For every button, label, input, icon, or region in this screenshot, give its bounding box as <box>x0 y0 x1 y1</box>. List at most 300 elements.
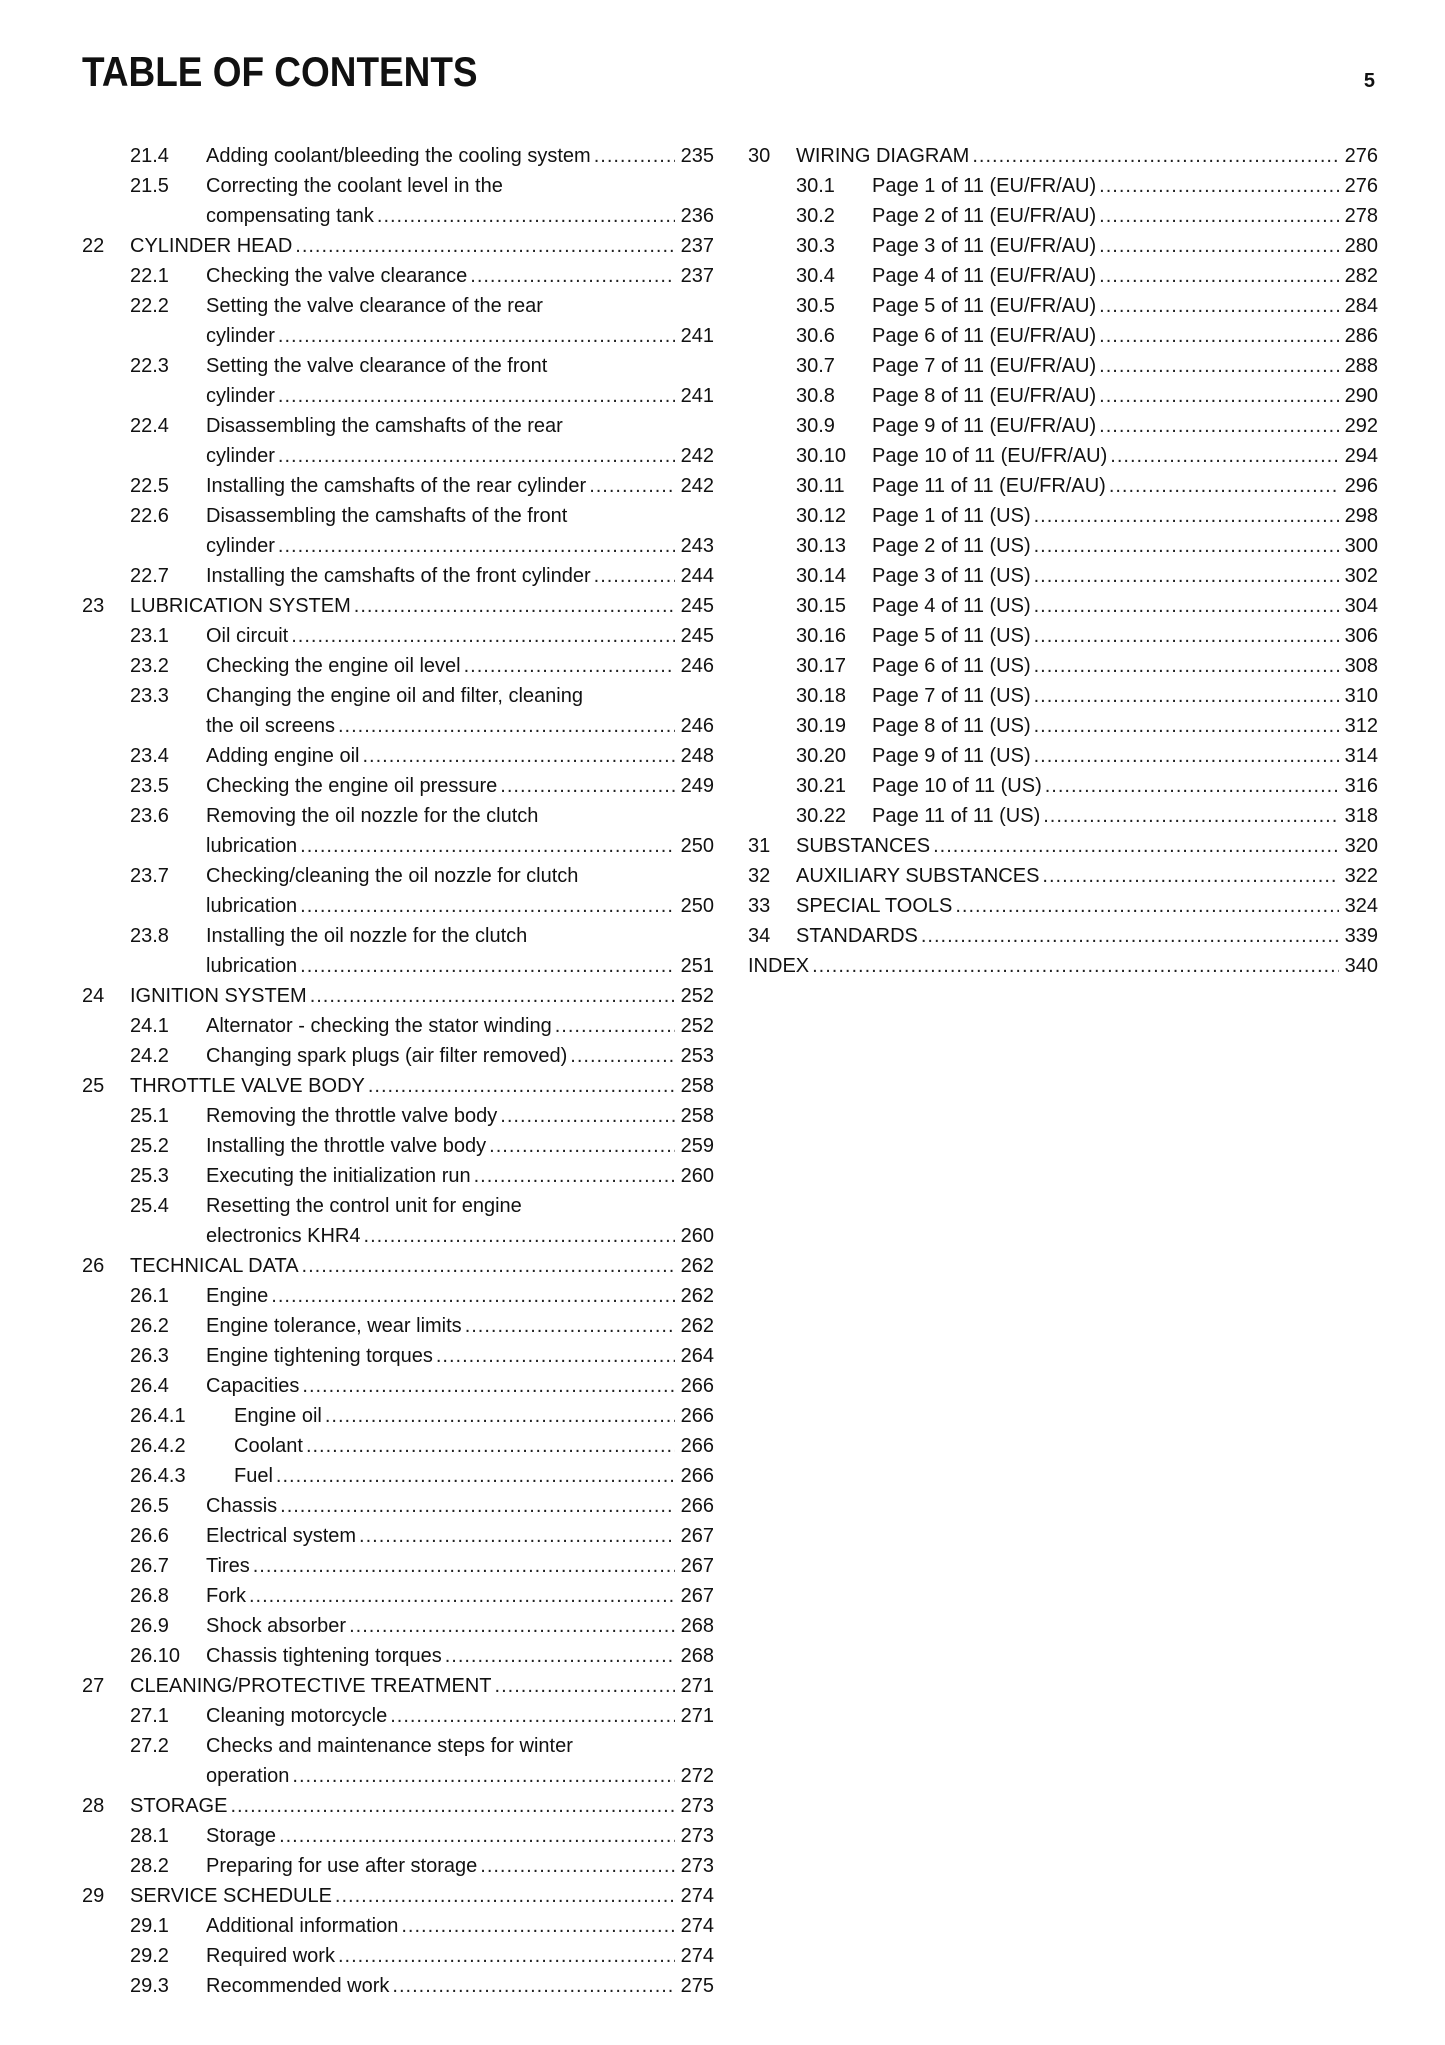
toc-entry-line <box>872 351 1378 381</box>
toc-page-number: 318 <box>1344 805 1378 827</box>
toc-section[interactable] <box>82 351 714 411</box>
toc-entry-title: Page 7 of 11 (EU/FR/AU) <box>872 355 1097 377</box>
dot-leader <box>349 1611 675 1641</box>
toc-entry-body <box>872 711 1378 741</box>
toc-entry-title: Page 10 of 11 (EU/FR/AU) <box>872 445 1108 467</box>
toc-chapter[interactable] <box>82 1071 714 1101</box>
toc-entry-line <box>872 201 1378 231</box>
toc-entry-number: 29 <box>82 1885 105 1907</box>
toc-page-number: 245 <box>680 595 714 617</box>
toc-section[interactable] <box>748 441 1378 471</box>
toc-entry-line <box>206 1641 714 1671</box>
toc-section[interactable] <box>82 1851 714 1881</box>
toc-entry-body <box>206 1941 714 1971</box>
toc-page-number: 267 <box>680 1585 714 1607</box>
toc-section[interactable] <box>82 801 714 861</box>
dot-leader <box>1099 321 1338 351</box>
dot-leader <box>436 1341 675 1371</box>
toc-entry-number: 21.4 <box>130 145 169 167</box>
toc-entry-line <box>206 1281 714 1311</box>
toc-section[interactable] <box>748 231 1378 261</box>
toc-page-number: 274 <box>680 1945 714 1967</box>
toc-entry-line <box>206 381 714 411</box>
toc-entry-line <box>130 1671 714 1701</box>
dot-leader <box>500 1101 674 1131</box>
toc-page-number: 273 <box>680 1855 714 1877</box>
toc-section[interactable] <box>82 1371 714 1401</box>
toc-entry-body <box>748 951 1378 981</box>
toc-entry-body <box>130 1881 714 1911</box>
toc-entry-line <box>872 501 1378 531</box>
toc-chapter[interactable] <box>748 861 1378 891</box>
toc-entry-number: 25.2 <box>130 1135 169 1157</box>
toc-page-number: 264 <box>680 1345 714 1367</box>
dot-leader <box>1109 471 1339 501</box>
dot-leader <box>474 1161 675 1191</box>
toc-entry-number: 34 <box>748 925 771 947</box>
toc-entry-number: 32 <box>748 865 771 887</box>
dot-leader <box>354 591 675 621</box>
toc-page-number: 250 <box>680 895 714 917</box>
toc-entry-number: 30.13 <box>796 535 847 557</box>
toc-entry-title: Page 5 of 11 (US) <box>872 625 1031 647</box>
toc-entry-body <box>206 1731 714 1791</box>
toc-entry-title: Page 4 of 11 (EU/FR/AU) <box>872 265 1097 287</box>
dot-leader <box>338 1941 675 1971</box>
toc-entry-title: Capacities <box>206 1375 300 1397</box>
toc-entry-line <box>206 651 714 681</box>
dot-leader <box>364 1221 675 1251</box>
toc-entry-body <box>206 1521 714 1551</box>
toc-entry-body <box>206 1851 714 1881</box>
toc-entry-line <box>130 1881 714 1911</box>
toc-page-number: 260 <box>680 1165 714 1187</box>
toc-entry-body <box>206 171 714 231</box>
dot-leader <box>594 141 675 171</box>
toc-entry-number: 30 <box>748 145 771 167</box>
toc-page-number: 294 <box>1344 445 1378 467</box>
toc-entry-title: IGNITION SYSTEM <box>130 985 307 1007</box>
toc-page-number: 250 <box>680 835 714 857</box>
toc-page-number: 252 <box>680 1015 714 1037</box>
toc-section[interactable] <box>82 1431 714 1461</box>
toc-entry-number: 29.3 <box>130 1975 169 1997</box>
toc-entry-title: lubrication <box>206 835 298 857</box>
dot-leader <box>955 891 1338 921</box>
toc-entry-line <box>206 201 714 231</box>
toc-entry-line <box>872 411 1378 441</box>
toc-entry-title: CYLINDER HEAD <box>130 235 293 257</box>
toc-entry-title: Checks and maintenance steps for winter <box>206 1735 573 1757</box>
toc-section[interactable] <box>748 591 1378 621</box>
toc-section[interactable] <box>82 1281 714 1311</box>
toc-entry-number: 25.3 <box>130 1165 169 1187</box>
toc-entry-body <box>796 141 1378 171</box>
toc-index-entry[interactable] <box>748 951 1378 981</box>
toc-entry-body <box>796 891 1378 921</box>
toc-page-number: 249 <box>680 775 714 797</box>
dot-leader <box>1034 651 1339 681</box>
toc-section[interactable] <box>82 1611 714 1641</box>
toc-entry-line <box>234 1431 714 1461</box>
dot-leader <box>1099 231 1338 261</box>
toc-entry-title: Page 6 of 11 (EU/FR/AU) <box>872 325 1097 347</box>
page-number: 5 <box>1363 70 1375 92</box>
toc-section[interactable] <box>748 741 1378 771</box>
dot-leader <box>291 621 674 651</box>
toc-entry-number: 29.1 <box>130 1915 169 1937</box>
toc-page-number: 314 <box>1344 745 1378 767</box>
dot-leader <box>1034 681 1339 711</box>
toc-section[interactable] <box>82 411 714 471</box>
toc-entry-number: 27 <box>82 1675 105 1697</box>
toc-entry-body <box>872 321 1378 351</box>
toc-entry-line <box>206 411 714 441</box>
toc-entry-line <box>206 621 714 651</box>
toc-page-number: 282 <box>1344 265 1378 287</box>
dot-leader <box>302 1251 675 1281</box>
toc-page-number: 243 <box>680 535 714 557</box>
toc-entry-line <box>872 801 1378 831</box>
toc-entry-line <box>206 1371 714 1401</box>
toc-chapter[interactable] <box>82 981 714 1011</box>
toc-entry-line <box>206 1851 714 1881</box>
toc-page-number: 290 <box>1344 385 1378 407</box>
toc-entry-line <box>872 321 1378 351</box>
toc-entry-body <box>206 1611 714 1641</box>
dot-leader <box>1099 261 1338 291</box>
toc-chapter[interactable] <box>82 1791 714 1821</box>
toc-entry-title: Tires <box>206 1555 250 1577</box>
dot-leader <box>1099 201 1338 231</box>
dot-leader <box>292 1761 674 1791</box>
toc-entry-title: Removing the throttle valve body <box>206 1105 498 1127</box>
toc-entry-number: 23 <box>82 595 105 617</box>
toc-entry-title: cylinder <box>206 445 275 467</box>
toc-entry-line <box>206 771 714 801</box>
toc-page-number: 245 <box>680 625 714 647</box>
toc-section[interactable] <box>82 1521 714 1551</box>
toc-page-number: 262 <box>680 1255 714 1277</box>
toc-section[interactable] <box>82 771 714 801</box>
dot-leader <box>589 471 674 501</box>
toc-entry-number: 23.4 <box>130 745 169 767</box>
toc-page-number: 248 <box>680 745 714 767</box>
toc-entry-number: 30.5 <box>796 295 835 317</box>
dot-leader <box>300 951 674 981</box>
toc-entry-line <box>206 531 714 561</box>
toc-section[interactable] <box>82 1461 714 1491</box>
toc-entry-number: 21.5 <box>130 175 169 197</box>
toc-chapter[interactable] <box>748 141 1378 171</box>
toc-entry-line <box>206 1011 714 1041</box>
toc-section[interactable] <box>82 1191 714 1251</box>
dot-leader <box>338 711 675 741</box>
toc-page-number: 308 <box>1344 655 1378 677</box>
toc-entry-title: Setting the valve clearance of the rear <box>206 295 543 317</box>
toc-section[interactable] <box>82 1341 714 1371</box>
toc-page-number: 340 <box>1344 955 1378 977</box>
toc-section[interactable] <box>82 1011 714 1041</box>
toc-section[interactable] <box>82 1941 714 1971</box>
toc-section[interactable] <box>82 1581 714 1611</box>
toc-entry-title: LUBRICATION SYSTEM <box>130 595 351 617</box>
toc-entry-body <box>872 651 1378 681</box>
toc-chapter[interactable] <box>82 591 714 621</box>
toc-section[interactable] <box>748 321 1378 351</box>
toc-entry-number: 23.7 <box>130 865 169 887</box>
toc-section[interactable] <box>82 1101 714 1131</box>
toc-entry-body <box>206 1581 714 1611</box>
toc-section[interactable] <box>82 501 714 561</box>
toc-entry-line <box>206 1221 714 1251</box>
toc-entry-body <box>872 291 1378 321</box>
toc-section[interactable] <box>748 201 1378 231</box>
toc-page-number: 267 <box>680 1525 714 1547</box>
toc-entry-body <box>206 501 714 561</box>
toc-entry-title: SPECIAL TOOLS <box>796 895 953 917</box>
toc-entry-line <box>872 771 1378 801</box>
toc-entry-title: Disassembling the camshafts of the rear <box>206 415 563 437</box>
toc-entry-line <box>872 591 1378 621</box>
toc-entry-title: Checking the valve clearance <box>206 265 468 287</box>
toc-section[interactable] <box>82 621 714 651</box>
toc-entry-body <box>206 1341 714 1371</box>
toc-entry-number: 22 <box>82 235 105 257</box>
toc-entry-title: the oil screens <box>206 715 335 737</box>
toc-entry-title: Additional information <box>206 1915 399 1937</box>
toc-chapter[interactable] <box>748 831 1378 861</box>
toc-entry-number: 33 <box>748 895 771 917</box>
toc-section[interactable] <box>82 1161 714 1191</box>
dot-leader <box>555 1011 675 1041</box>
toc-section[interactable] <box>748 651 1378 681</box>
toc-entry-line <box>206 291 714 321</box>
toc-entry-body <box>206 1911 714 1941</box>
toc-entry-title: compensating tank <box>206 205 374 227</box>
toc-entry-line <box>206 1551 714 1581</box>
toc-chapter[interactable] <box>82 1251 714 1281</box>
dot-leader <box>278 381 675 411</box>
toc-entry-line <box>206 1611 714 1641</box>
toc-page-number: 235 <box>680 145 714 167</box>
toc-entry-body <box>206 1821 714 1851</box>
toc-entry-body <box>872 801 1378 831</box>
toc-section[interactable] <box>82 171 714 231</box>
toc-section[interactable] <box>82 1911 714 1941</box>
dot-leader <box>390 1701 674 1731</box>
toc-chapter[interactable] <box>748 891 1378 921</box>
toc-entry-body <box>206 921 714 981</box>
toc-entry-number: 26.3 <box>130 1345 169 1367</box>
toc-section[interactable] <box>82 1491 714 1521</box>
toc-page-number: 320 <box>1344 835 1378 857</box>
toc-section[interactable] <box>82 1821 714 1851</box>
toc-section[interactable] <box>748 681 1378 711</box>
toc-page-number: 322 <box>1344 865 1378 887</box>
toc-section[interactable] <box>82 1701 714 1731</box>
toc-entry-line <box>206 681 714 711</box>
toc-entry-body <box>872 261 1378 291</box>
toc-page-number: 276 <box>1344 175 1378 197</box>
toc-entry-body <box>206 261 714 291</box>
toc-entry-title: Page 5 of 11 (EU/FR/AU) <box>872 295 1097 317</box>
toc-section[interactable] <box>82 681 714 741</box>
toc-entry-line <box>206 1581 714 1611</box>
toc-section[interactable] <box>82 471 714 501</box>
toc-entry-title: Page 1 of 11 (EU/FR/AU) <box>872 175 1097 197</box>
dot-leader <box>359 1521 675 1551</box>
toc-page-number: 237 <box>680 235 714 257</box>
toc-section[interactable] <box>82 1641 714 1671</box>
toc-section[interactable] <box>82 261 714 291</box>
toc-entry-title: STORAGE <box>130 1795 228 1817</box>
toc-page-number: 312 <box>1344 715 1378 737</box>
dot-leader <box>1034 501 1339 531</box>
toc-entry-body <box>206 1161 714 1191</box>
toc-entry-number: 26.5 <box>130 1495 169 1517</box>
toc-entry-body <box>872 411 1378 441</box>
toc-entry-line <box>206 1731 714 1761</box>
dot-leader <box>230 1791 674 1821</box>
dot-leader <box>921 921 1339 951</box>
toc-entry-title: Setting the valve clearance of the front <box>206 355 548 377</box>
toc-entry-body <box>130 1251 714 1281</box>
toc-section[interactable] <box>82 291 714 351</box>
toc-section[interactable] <box>82 1551 714 1581</box>
toc-entry-body <box>796 861 1378 891</box>
toc-entry-body <box>872 681 1378 711</box>
toc-page-number: 258 <box>680 1105 714 1127</box>
toc-entry-number: 26 <box>82 1255 105 1277</box>
toc-entry-line <box>206 711 714 741</box>
toc-entry-body <box>206 1641 714 1671</box>
toc-entry-title: Engine oil <box>234 1405 322 1427</box>
toc-entry-number: 26.7 <box>130 1555 169 1577</box>
toc-entry-title: TECHNICAL DATA <box>130 1255 299 1277</box>
toc-entry-number: 30.17 <box>796 655 847 677</box>
toc-entry-title: Page 1 of 11 (US) <box>872 505 1031 527</box>
toc-entry-line <box>206 1521 714 1551</box>
dot-leader <box>1099 291 1338 321</box>
toc-entry-line <box>206 141 714 171</box>
toc-section[interactable] <box>748 471 1378 501</box>
toc-section[interactable] <box>82 561 714 591</box>
toc-entry-body <box>206 861 714 921</box>
toc-entry-body <box>872 381 1378 411</box>
toc-section[interactable] <box>82 1311 714 1341</box>
toc-section[interactable] <box>748 801 1378 831</box>
dot-leader <box>1110 441 1338 471</box>
toc-entry-title: electronics KHR4 <box>206 1225 361 1247</box>
toc-page-number: 246 <box>680 715 714 737</box>
toc-entry-title: Page 10 of 11 (US) <box>872 775 1042 797</box>
toc-entry-line <box>206 921 714 951</box>
toc-page-number: 258 <box>680 1075 714 1097</box>
toc-section[interactable] <box>748 381 1378 411</box>
toc-entry-number: 30.9 <box>796 415 835 437</box>
toc-section[interactable] <box>748 561 1378 591</box>
toc-chapter[interactable] <box>82 1671 714 1701</box>
toc-page-number: 246 <box>680 655 714 677</box>
toc-section[interactable] <box>748 411 1378 441</box>
dot-leader <box>401 1911 674 1941</box>
toc-section[interactable] <box>82 1041 714 1071</box>
toc-section[interactable] <box>748 531 1378 561</box>
toc-page-number: 242 <box>680 445 714 467</box>
toc-section[interactable] <box>748 171 1378 201</box>
toc-entry-line <box>206 1761 714 1791</box>
toc-section[interactable] <box>82 1971 714 2001</box>
toc-section[interactable] <box>748 501 1378 531</box>
toc-entry-title: Alternator - checking the stator winding <box>206 1015 552 1037</box>
toc-page-number: 298 <box>1344 505 1378 527</box>
dot-leader <box>1034 531 1339 561</box>
toc-section[interactable] <box>82 1131 714 1161</box>
toc-page-number: 273 <box>680 1795 714 1817</box>
toc-entry-title: Page 7 of 11 (US) <box>872 685 1031 707</box>
toc-section[interactable] <box>82 741 714 771</box>
toc-entry-number: 30.21 <box>796 775 847 797</box>
toc-page-number: 284 <box>1344 295 1378 317</box>
dot-leader <box>325 1401 675 1431</box>
toc-entry-line <box>206 1941 714 1971</box>
toc-entry-number: 26.4.1 <box>130 1405 186 1427</box>
toc-entry-line <box>872 621 1378 651</box>
toc-chapter[interactable] <box>748 921 1378 951</box>
toc-section[interactable] <box>82 141 714 171</box>
toc-entry-number: 26.4.2 <box>130 1435 186 1457</box>
toc-entry-title: lubrication <box>206 955 298 977</box>
toc-chapter[interactable] <box>82 231 714 261</box>
toc-entry-body <box>206 651 714 681</box>
toc-entry-title: Executing the initialization run <box>206 1165 471 1187</box>
toc-entry-title: Page 3 of 11 (EU/FR/AU) <box>872 235 1097 257</box>
toc-entry-number: 26.9 <box>130 1615 169 1637</box>
toc-entry-body <box>130 1071 714 1101</box>
toc-entry-line <box>206 501 714 531</box>
dot-leader <box>1034 711 1339 741</box>
toc-section[interactable] <box>748 711 1378 741</box>
toc-section[interactable] <box>748 771 1378 801</box>
toc-section[interactable] <box>748 351 1378 381</box>
toc-section[interactable] <box>748 261 1378 291</box>
toc-entry-body <box>872 531 1378 561</box>
toc-entry-title: Page 3 of 11 (US) <box>872 565 1031 587</box>
toc-entry-body <box>206 1101 714 1131</box>
toc-entry-number: 27.2 <box>130 1735 169 1757</box>
dot-leader <box>278 441 675 471</box>
toc-section[interactable] <box>82 1401 714 1431</box>
toc-entry-body <box>872 471 1378 501</box>
toc-section[interactable] <box>82 1731 714 1791</box>
toc-entry-line <box>206 1191 714 1221</box>
toc-page-number: 296 <box>1344 475 1378 497</box>
toc-page-number: 271 <box>680 1675 714 1697</box>
toc-section[interactable] <box>82 651 714 681</box>
toc-entry-body <box>206 1371 714 1401</box>
toc-entry-title: Engine tolerance, wear limits <box>206 1315 462 1337</box>
toc-section[interactable] <box>82 921 714 981</box>
toc-entry-title: Required work <box>206 1945 335 1967</box>
toc-section[interactable] <box>748 621 1378 651</box>
toc-entry-line <box>130 1251 714 1281</box>
toc-entry-body <box>130 981 714 1011</box>
toc-section[interactable] <box>748 291 1378 321</box>
toc-entry-number: 23.3 <box>130 685 169 707</box>
toc-chapter[interactable] <box>82 1881 714 1911</box>
toc-section[interactable] <box>82 861 714 921</box>
